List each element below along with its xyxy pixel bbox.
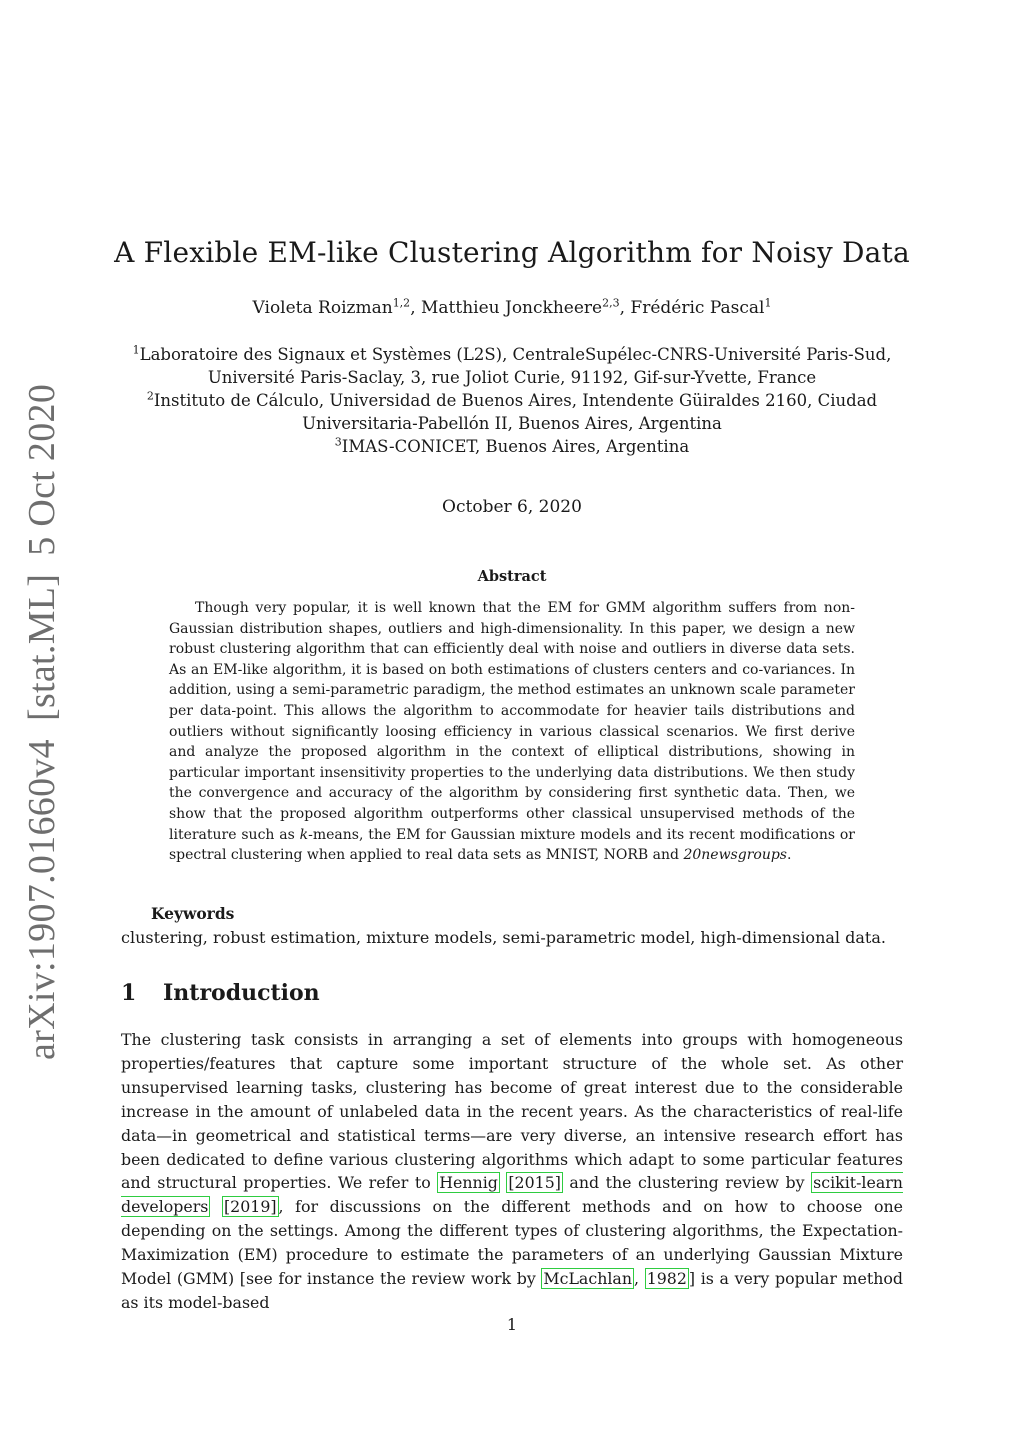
citation-link-hennig-year[interactable]: [2015] — [508, 1173, 561, 1193]
affiliation-line: Universitaria-Pabellón II, Buenos Aires, Argentina — [302, 414, 722, 433]
paper-date: October 6, 2020 — [442, 497, 582, 517]
author-name: Matthieu Jonckheere — [421, 298, 603, 318]
citation-link-mclachlan-year[interactable]: 1982 — [646, 1269, 687, 1289]
author-name: Violeta Roizman — [252, 298, 393, 318]
affiliation-line: Université Paris-Saclay, 3, rue Joliot Curie, 91192, Gif-sur-Yvette, France — [207, 368, 817, 387]
affiliation-mark: 1 — [132, 343, 140, 357]
arxiv-identifier-stamp — [20, 384, 64, 1060]
keywords-text: clustering, robust estimation, mixture models, semi-parametric model, high-dimensional data. — [121, 928, 886, 947]
affiliation-line — [0, 435, 1024, 458]
abstract-text-part: -means, the EM for Gaussian mixture models and its recent modifications or spectral clustering when applied to real data sets as MNIST, NORB and — [169, 826, 855, 864]
section-heading — [121, 980, 320, 1006]
paragraph-text: , for discussions on the different methods and on how to choose one depending on the settings. Among the different types of clustering algorithms, the Expectation-Maximization (EM) procedure to estimate the parameters of an underlying Gaussian Mixture Model (GMM) [see for instance the review work by — [121, 1197, 903, 1289]
math-symbol-k: k — [299, 826, 309, 843]
keywords-heading: Keywords — [151, 904, 235, 923]
paper-title: A Flexible EM-like Clustering Algorithm for Noisy Data — [114, 236, 910, 269]
section-title: Introduction — [163, 980, 320, 1006]
author-affiliation-mark: 1,2 — [392, 296, 411, 310]
author-separator: , — [619, 298, 631, 318]
author — [253, 298, 421, 318]
author-separator: , — [410, 298, 421, 318]
affiliation-text: Instituto de Cálculo, Universidad de Buenos Aires, Intendente Güiraldes 2160, Ciudad — [153, 391, 878, 410]
arxiv-id: arXiv:1907.01660v4 — [21, 739, 63, 1060]
author-name: Frédéric Pascal — [630, 298, 765, 318]
affiliation-mark: 2 — [146, 389, 154, 403]
author-list — [0, 298, 1024, 318]
abstract-text-part: . — [786, 847, 792, 864]
abstract-text — [169, 598, 855, 866]
arxiv-category: [stat.ML] — [21, 573, 63, 722]
affiliation-text: Laboratoire des Signaux et Systèmes (L2S), CentraleSupélec-CNRS-Université Paris-Sud, — [139, 345, 892, 364]
dataset-name: 20newsgroups — [683, 847, 787, 864]
citation-separator: , — [634, 1269, 645, 1289]
author — [630, 298, 771, 318]
citation-link-hennig[interactable]: Hennig — [439, 1173, 498, 1193]
abstract-heading: Abstract — [477, 568, 547, 585]
author-affiliation-mark: 2,3 — [602, 296, 620, 310]
introduction-paragraph — [121, 1028, 903, 1315]
affiliation-mark: 3 — [334, 435, 342, 449]
arxiv-date: 5 Oct 2020 — [21, 383, 63, 556]
abstract-text-part: Though very popular, it is well known that the EM for GMM algorithm suffers from non-Gaussian distribution shapes, outliers and high-dimensionality. In this paper, we design a new robust clustering algorithm that can efficiently deal with noise and outliers in diverse data sets. As an EM-like algorithm, it is based on both estimations of clusters centers and co-variances. In addition, using a semi-parametric paradigm, the method estimates an unknown scale parameter per data-point. This allows the algorithm to accommodate for heavier tails distributions and outliers without significantly loosing efficiency in various classical scenarios. We first derive and analyze the proposed algorithm in the context of elliptical distributions, showing in particular important insensitivity properties to the underlying data distributions. We then study the convergence and accuracy of the algorithm by considering first synthetic data. Then, we show that the proposed algorithm outperforms other classical unsupervised methods of the literature such as — [169, 600, 855, 843]
author — [421, 298, 630, 318]
affiliation-line — [0, 389, 1024, 412]
section-number: 1 — [121, 980, 137, 1006]
paragraph-text: and the clustering review by — [562, 1173, 812, 1193]
citation-link-sklearn-year[interactable]: [2019] — [224, 1197, 277, 1217]
citation-link-sklearn[interactable]: scikit-learn developers — [121, 1173, 903, 1217]
affiliation-text: IMAS-CONICET, Buenos Aires, Argentina — [341, 437, 690, 456]
author-affiliation-mark: 1 — [764, 296, 772, 310]
affiliation-list — [0, 343, 1024, 458]
paragraph-text: The clustering task consists in arranging a set of elements into groups with homogeneous properties/features that capture some important structure of the whole set. As other unsupervised learning tasks, clustering has become of great interest due to the considerable increase in the amount of unlabeled data in the recent years. As the characteristics of real-life data—in geometrical and statistical terms—are very diverse, an intensive research effort has been dedicated to define various clustering algorithms which adapt to some particular features and structural properties. We refer to — [121, 1030, 903, 1193]
affiliation-line — [0, 343, 1024, 366]
citation-link-mclachlan[interactable]: McLachlan — [543, 1269, 633, 1289]
paragraph-text: ] is a very popular method as its model-based — [121, 1269, 904, 1312]
page-number: 1 — [506, 1315, 518, 1334]
